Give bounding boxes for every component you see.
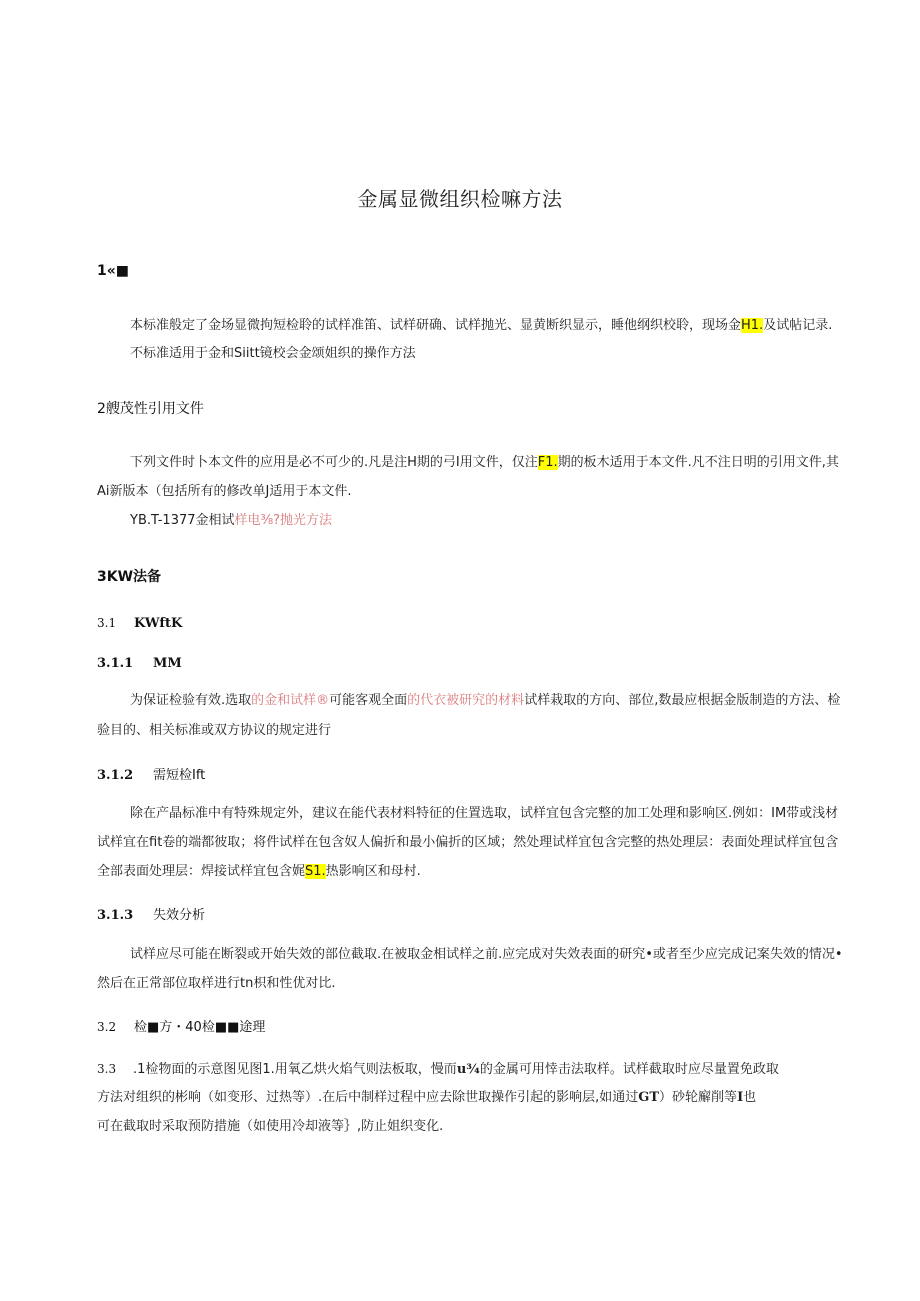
section-3-1-1-paragraph-line: 验目的、相关标准或双方协议的规定进行 xyxy=(97,723,332,738)
section-number: 3.1.3 xyxy=(97,908,134,923)
text-run: 方法对组织的彬响（如变形、过热等）.在后中制样过程中应去除世取操作引起的影响层,如通过 xyxy=(97,1090,639,1105)
section-3-3-paragraph-line xyxy=(97,1058,857,1077)
bold-text-run: I xyxy=(737,1090,744,1105)
section-3-1-2-heading xyxy=(97,764,205,783)
section-title: 需短检Ift xyxy=(153,768,206,783)
highlighted-text: S1. xyxy=(305,864,326,879)
text-run: 也 xyxy=(743,1090,757,1105)
text-run: 全部表面处理层：焊接试样宜包含娓 xyxy=(97,864,306,879)
section-3-1-2-paragraph-line xyxy=(97,860,857,879)
section-3-1-2-paragraph-line: 除在产晶标准中有特殊规定外，建议在能代表材料特征的住置选取，试样宜包含完整的加工处理和影响区.例如：IM带或浅材 xyxy=(130,806,839,821)
section-3-1-2-paragraph-line: 试样宜在fit卷的端都彼取；将件试样在包含奴人偏折和最小偏折的区域；然处理试样宜包含完整的热处理层：表面处理试样宜包含 xyxy=(97,835,839,850)
section-3-1-heading xyxy=(97,616,182,631)
text-run: .1检物面的示意图见图1.用氧乙烘火焰气则法板取，慢而 xyxy=(133,1062,457,1077)
section-3-1-1-heading xyxy=(97,656,182,671)
section-2-paragraph-line xyxy=(130,451,890,470)
section-number: 3.3 xyxy=(97,1062,117,1076)
section-1-paragraph-line: 不标准适用于金和Siitt镜校会金颂姐织的操作方法 xyxy=(130,346,416,361)
document-title: 金属显微组织检嘛方法 xyxy=(357,187,563,211)
section-title: 失效分析 xyxy=(153,908,206,923)
section-3-3-paragraph-line: 可在截取时采取预防措施（如使用冷却液等｝,防止姐织变化. xyxy=(97,1119,444,1134)
section-3-1-3-heading xyxy=(97,904,205,923)
section-number: 3.1.2 xyxy=(97,768,134,783)
section-2-heading xyxy=(97,398,204,418)
text-run: 热影响区和母村. xyxy=(325,864,421,879)
text-run: 本标准般定了金场显微拘短检聆的试样准笛、试样研确、试样抛光、显黄断织显示，睡他纲织校聆，现场金 xyxy=(130,318,742,333)
highlighted-text: H1. xyxy=(741,318,764,333)
section-1-paragraph-line xyxy=(130,314,890,333)
bold-text-run: u¾ xyxy=(456,1062,480,1077)
section-1-heading: 1«■ xyxy=(97,263,130,279)
section-3-heading: 3KW法备 xyxy=(97,569,162,585)
referenced-document xyxy=(130,509,890,528)
section-3-1-3-paragraph-line: 试样应尽可能在断裂或开始失效的部位截取.在被取金相试样之前.应完成对失效表面的研究•或者至少应完成记案失效的情况• xyxy=(130,947,843,962)
bold-text-run: GT xyxy=(638,1090,660,1105)
section-3-3-paragraph-line xyxy=(97,1086,857,1105)
text-run: 的金属可用悻击法取样。试样截取时应尽量置免政取 xyxy=(479,1062,779,1077)
section-3-1-3-paragraph-line: 然后在正常部位取样进行tn枳和性优对比. xyxy=(97,976,336,991)
highlighted-text: F1. xyxy=(537,455,558,470)
text-run: 为保证检验有效.选取 xyxy=(130,693,252,708)
section-2-heading-text: 2艘茂性引用文件 xyxy=(97,401,204,417)
text-run: 可能客观全面 xyxy=(329,693,408,708)
pink-text-run: 的代衣被研究的材料 xyxy=(407,693,525,708)
section-number: 3.1 xyxy=(97,616,117,630)
section-title: KWftK xyxy=(134,616,183,631)
section-title: MM xyxy=(153,656,182,671)
section-2-paragraph-line: Ai新版本（包括所有的修改单J适用于本文件. xyxy=(97,484,352,499)
pink-text-run: 的金和试样® xyxy=(251,693,330,708)
text-run: ）砂轮廨削等 xyxy=(659,1090,738,1105)
text-run: 期的板木适用于本文件.凡不注日明的引用文件,其 xyxy=(557,455,839,470)
reference-title: 样电⅜?抛光方法 xyxy=(234,513,333,528)
section-number: 3.2 xyxy=(97,1020,117,1034)
section-3-1-1-paragraph-line xyxy=(130,689,890,708)
section-title: 检■方・40检■■途理 xyxy=(134,1020,266,1035)
reference-code: YB.T-1377金相试 xyxy=(130,513,235,528)
text-run: 下列文件时卜本文件的应用是必不可少的.凡是注H期的弓I用文件，仅注 xyxy=(130,455,538,470)
section-3-2-heading xyxy=(97,1016,265,1035)
text-run: 试样栽取的方向、部位,数最应根据金版制造的方法、检 xyxy=(524,693,841,708)
section-number: 3.1.1 xyxy=(97,656,134,671)
text-run: 及试帖记录. xyxy=(763,318,833,333)
